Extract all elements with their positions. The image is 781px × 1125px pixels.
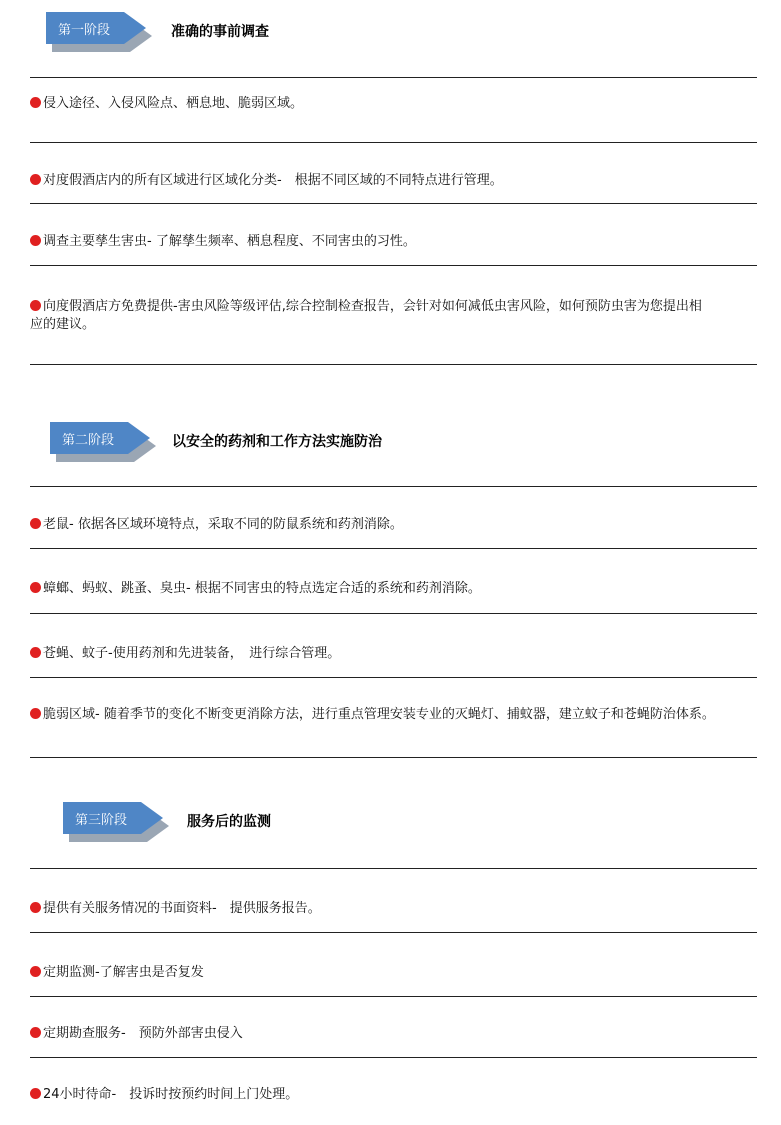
divider — [30, 677, 757, 678]
stage-1-label: 第一阶段 — [58, 23, 111, 38]
stage-3-header — [63, 800, 763, 852]
divider — [30, 265, 757, 266]
arrow-banner-icon — [50, 420, 162, 468]
red-dot-icon — [30, 1027, 41, 1038]
divider — [30, 364, 757, 365]
list-item: 苍蝇、蚊子-使用药剂和先进装备， 进行综合管理。 — [30, 645, 757, 663]
stage-2-label: 第二阶段 — [62, 433, 115, 448]
red-dot-icon — [30, 235, 41, 246]
list-item: 24小时待命- 投诉时按预约时间上门处理。 — [30, 1086, 757, 1104]
red-dot-icon — [30, 902, 41, 913]
list-item: 老鼠- 依据各区域环境特点，采取不同的防鼠系统和药剂消除。 — [30, 516, 757, 534]
list-item: 定期勘查服务- 预防外部害虫侵入 — [30, 1025, 757, 1043]
stage-2-header — [50, 420, 750, 472]
list-item: 脆弱区域- 随着季节的变化不断变更消除方法，进行重点管理安装专业的灭蝇灯、捕蚊器，建立蚊子和苍蝇防治体系。 — [30, 706, 757, 724]
arrow-banner-icon — [46, 10, 158, 58]
arrow-banner-icon — [63, 800, 175, 848]
divider — [30, 757, 757, 758]
list-item: 蟑螂、蚂蚁、跳蚤、臭虫- 根据不同害虫的特点选定合适的系统和药剂消除。 — [30, 580, 757, 598]
stage-2-title: 以安全的药剂和工作方法实施防治 — [172, 434, 382, 450]
stage-1-header — [46, 10, 746, 62]
list-item: 向度假酒店方免费提供-害虫风险等级评估,综合控制检查报告，会针对如何减低虫害风险，如何预防虫害为您提出相 应的建议。 — [30, 299, 702, 332]
stage-3-label: 第三阶段 — [75, 813, 128, 828]
list-item: 定期监测-了解害虫是否复发 — [30, 964, 757, 982]
divider — [30, 613, 757, 614]
list-item: 对度假酒店内的所有区域进行区域化分类- 根据不同区域的不同特点进行管理。 — [30, 172, 757, 190]
red-dot-icon — [30, 97, 41, 108]
red-dot-icon — [30, 966, 41, 977]
red-dot-icon — [30, 708, 41, 719]
red-dot-icon — [30, 582, 41, 593]
list-item: 提供有关服务情况的书面资料- 提供服务报告。 — [30, 900, 757, 918]
divider — [30, 996, 757, 997]
red-dot-icon — [30, 300, 41, 311]
divider — [30, 932, 757, 933]
red-dot-icon — [30, 174, 41, 185]
stage-1-title: 准确的事前调查 — [171, 24, 269, 40]
divider — [30, 77, 757, 78]
divider — [30, 548, 757, 549]
red-dot-icon — [30, 1088, 41, 1099]
red-dot-icon — [30, 647, 41, 658]
divider — [30, 868, 757, 869]
divider — [30, 142, 757, 143]
list-item: 侵入途径、入侵风险点、栖息地、脆弱区域。 — [30, 95, 757, 113]
stage-3-title: 服务后的监测 — [187, 814, 271, 830]
divider — [30, 1057, 757, 1058]
divider — [30, 486, 757, 487]
list-item: 调查主要孳生害虫- 了解孳生频率、栖息程度、不同害虫的习性。 — [30, 233, 757, 251]
divider — [30, 203, 757, 204]
red-dot-icon — [30, 518, 41, 529]
